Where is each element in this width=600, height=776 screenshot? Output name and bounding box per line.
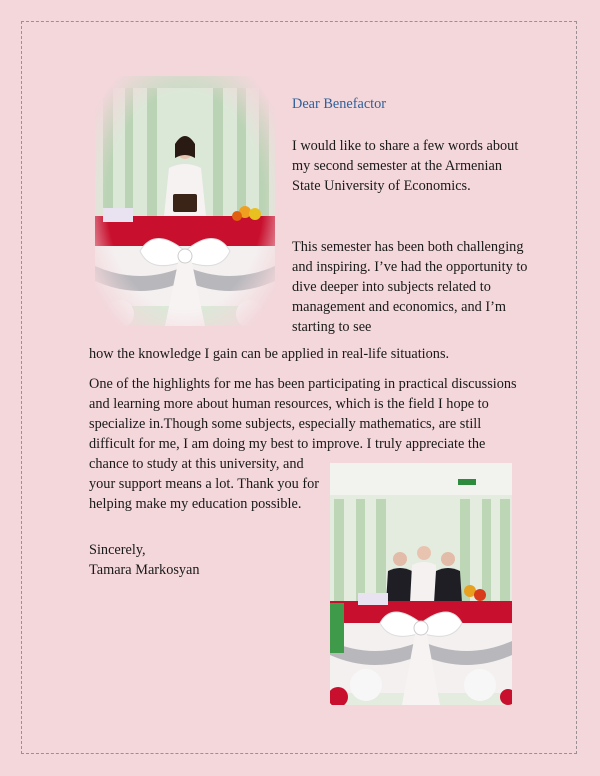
group-photo-icon	[330, 463, 512, 705]
group-celebration-photo	[330, 463, 512, 705]
closing: Sincerely,	[89, 542, 146, 558]
paragraph-intro: I would like to share a few words about my second semester at the Armenian State University of Economics.	[292, 138, 519, 194]
student-celebration-photo	[95, 76, 275, 326]
salutation: Dear Benefactor	[292, 96, 387, 112]
student-photo-icon	[95, 76, 275, 326]
paragraph-highlights-part1: One of the highlights for me has been participating in practical discussions and learning more about human resources, which is the field I hope to specialize in.Though some subjects, especially mathematics, are still difficult for me, I am doing my best to improve. I truly appreciate the	[89, 376, 517, 452]
signature: Tamara Markosyan	[89, 562, 200, 578]
paragraph-semester-part1: This semester has been both challenging and inspiring. I’ve had the opportunity to dive deeper into subjects related to management and economics, and I’m starting to see	[292, 239, 528, 335]
paragraph-semester-part2: how the knowledge I gain can be applied in real-life situations.	[89, 346, 450, 362]
paragraph-highlights-part2: chance to study at this university, and your support means a lot. Thank you for helping make my education possible.	[89, 456, 320, 512]
